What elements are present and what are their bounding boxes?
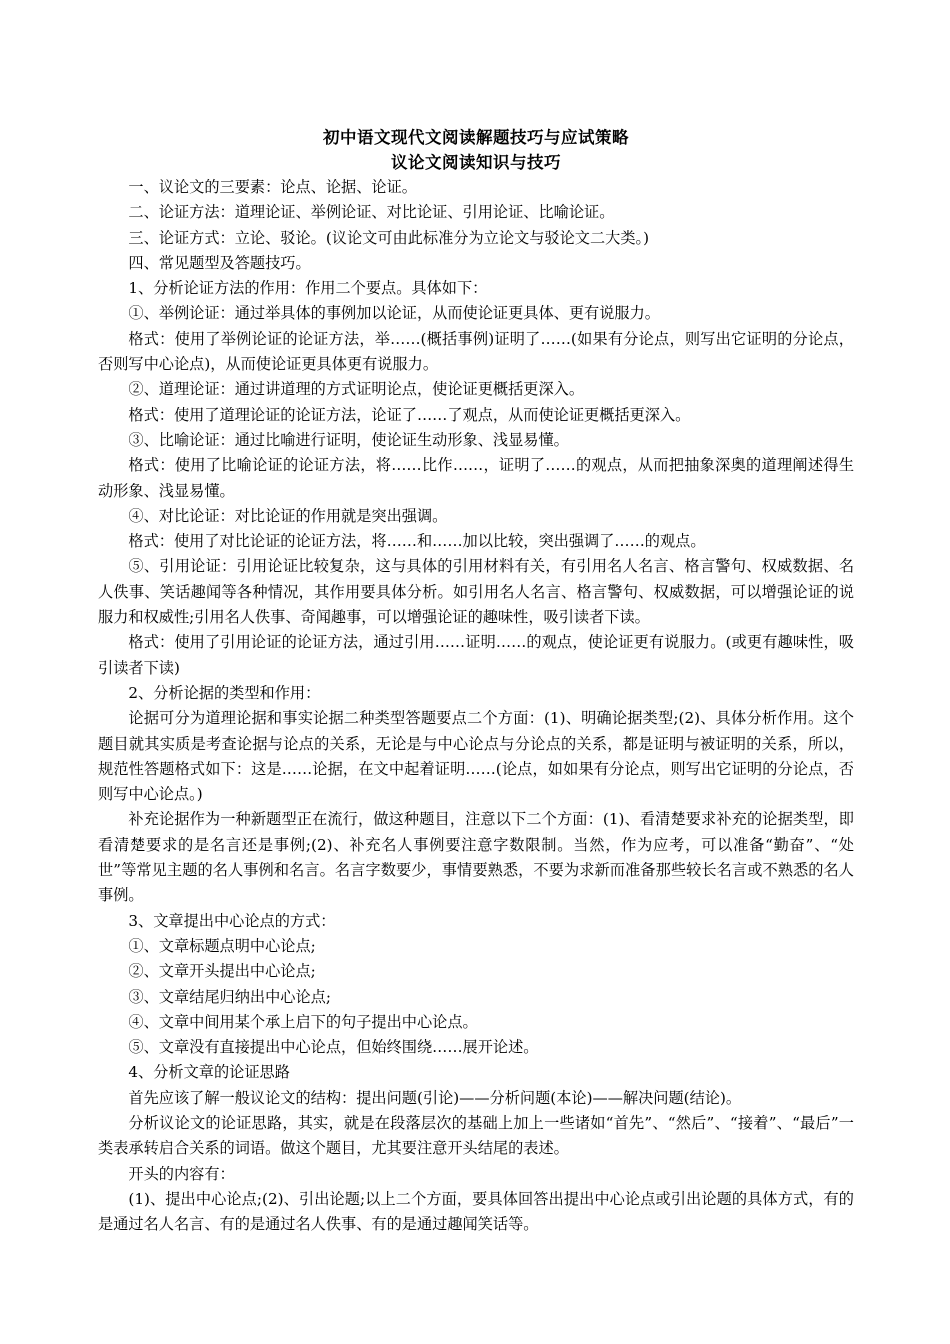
document-body (98, 125, 854, 1237)
paragraph: ①、举例论证：通过举具体的事例加以论证，从而使论证更具体、更有说服力。 (128, 304, 660, 323)
paragraph: 二、论证方法：道理论证、举例论证、对比论证、引用论证、比喻论证。 (128, 203, 615, 222)
paragraph: ⑤、引用论证：引用论证比较复杂，这与具体的引用材料有关，有引用名人名言、格言警句、权威数据、名人佚事、笑话趣闻等各种情况，其作用要具体分析。如引用名人名言、格言警句、权威数据，可以增强论证的说服力和权威性;引用名人佚事、奇闻趣事，可以增强论证的趣味性，吸引读者下读。 (98, 557, 854, 627)
paragraph: ⑤、文章没有直接提出中心论点，但始终围绕……展开论述。 (128, 1038, 539, 1057)
paragraph: ③、比喻论证：通过比喻进行证明，使论证生动形象、浅显易懂。 (128, 430, 569, 449)
paragraph: 4、分析文章的论证思路 (128, 1063, 290, 1082)
paragraph: 四、常见题型及答题技巧。 (128, 253, 311, 272)
paragraph: 分析议论文的论证思路，其实，就是在段落层次的基础上加上一些诸如“首先”、“然后”、“接着”、“最后”一类表承转启合关系的词语。做这个题目，尤其要注意开头结尾的表述。 (98, 1113, 854, 1158)
paragraph: 格式：使用了引用论证的论证方法，通过引用……证明……的观点，使论证更有说服力。(或更有趣味性，吸引读者下读) (98, 633, 854, 677)
paragraph: 一、议论文的三要素：论点、论据、论证。 (128, 178, 417, 196)
paragraph: 开头的内容有： (128, 1164, 235, 1183)
paragraph-list (98, 175, 854, 1237)
document-title: 初中语文现代文阅读解题技巧与应试策略 (323, 128, 629, 147)
paragraph: 1、分析论证方法的作用：作用二个要点。具体如下： (128, 279, 488, 298)
paragraph: ④、文章中间用某个承上启下的句子提出中心论点。 (128, 1012, 478, 1031)
paragraph: 论据可分为道理论据和事实论据二种类型答题要点二个方面：(1)、明确论据类型;(2)、具体分析作用。这个题目就其实质是考查论据与论点的关系，无论是与中心论点与分论点的关系，都是证明与被证明的关系，所以，规范性答题格式如下：这是……论据，在文中起着证明……(论点，如如果有分论点，则写出它证明的分论点，否则写中心论点。) (98, 709, 854, 804)
paragraph: 格式：使用了举例论证的论证方法，举……(概括事例)证明了……(如果有分论点，则写出它证明的分论点，否则写中心论点)，从而使论证更具体更有说服力。 (98, 329, 854, 374)
paragraph: ④、对比论证：对比论证的作用就是突出强调。 (128, 506, 448, 525)
paragraph: ③、文章结尾归纳出中心论点; (128, 987, 331, 1006)
paragraph: (1)、提出中心论点;(2)、引出论题;以上二个方面，要具体回答出提出中心论点或引出论题的具体方式，有的是通过名人名言、有的是通过名人佚事、有的是通过趣闻笑话等。 (98, 1189, 854, 1234)
paragraph: ②、文章开头提出中心论点; (128, 962, 316, 981)
paragraph: ②、道理论证：通过讲道理的方式证明论点，使论证更概括更深入。 (128, 380, 585, 399)
paragraph: 格式：使用了道理论证的论证方法，论证了……了观点，从而使论证更概括更深入。 (128, 405, 691, 424)
paragraph: 三、论证方式：立论、驳论。(议论文可由此标准分为立论文与驳论文二大类。) (128, 228, 650, 247)
paragraph: 2、分析论据的类型和作用： (128, 683, 321, 702)
paragraph: 3、文章提出中心论点的方式： (128, 911, 336, 930)
paragraph: 格式：使用了对比论证的论证方法，将……和……加以比较，突出强调了……的观点。 (128, 532, 706, 551)
paragraph: 格式：使用了比喻论证的论证方法，将……比作……，证明了……的观点，从而把抽象深奥的道理阐述得生动形象、浅显易懂。 (98, 456, 854, 500)
paragraph: 首先应该了解一般议论文的结构：提出问题(引论)——分析问题(本论)——解决问题(结论)。 (128, 1088, 742, 1107)
paragraph: 补充论据作为一种新题型正在流行，做这种题目，注意以下二个方面：(1)、看清楚要求补充的论据类型，即看清楚要求的是名言还是事例;(2)、补充名人事例要注意字数限制。当然，作为应考，可以准备“勤奋”、“处世”等常见主题的名人事例和名言。名言字数要少，事情要熟悉，不要为求新而准备那些较长名言或不熟悉的名人事例。 (98, 810, 854, 905)
paragraph: ①、文章标题点明中心论点; (128, 936, 316, 955)
document-subtitle: 议论文阅读知识与技巧 (391, 153, 561, 172)
